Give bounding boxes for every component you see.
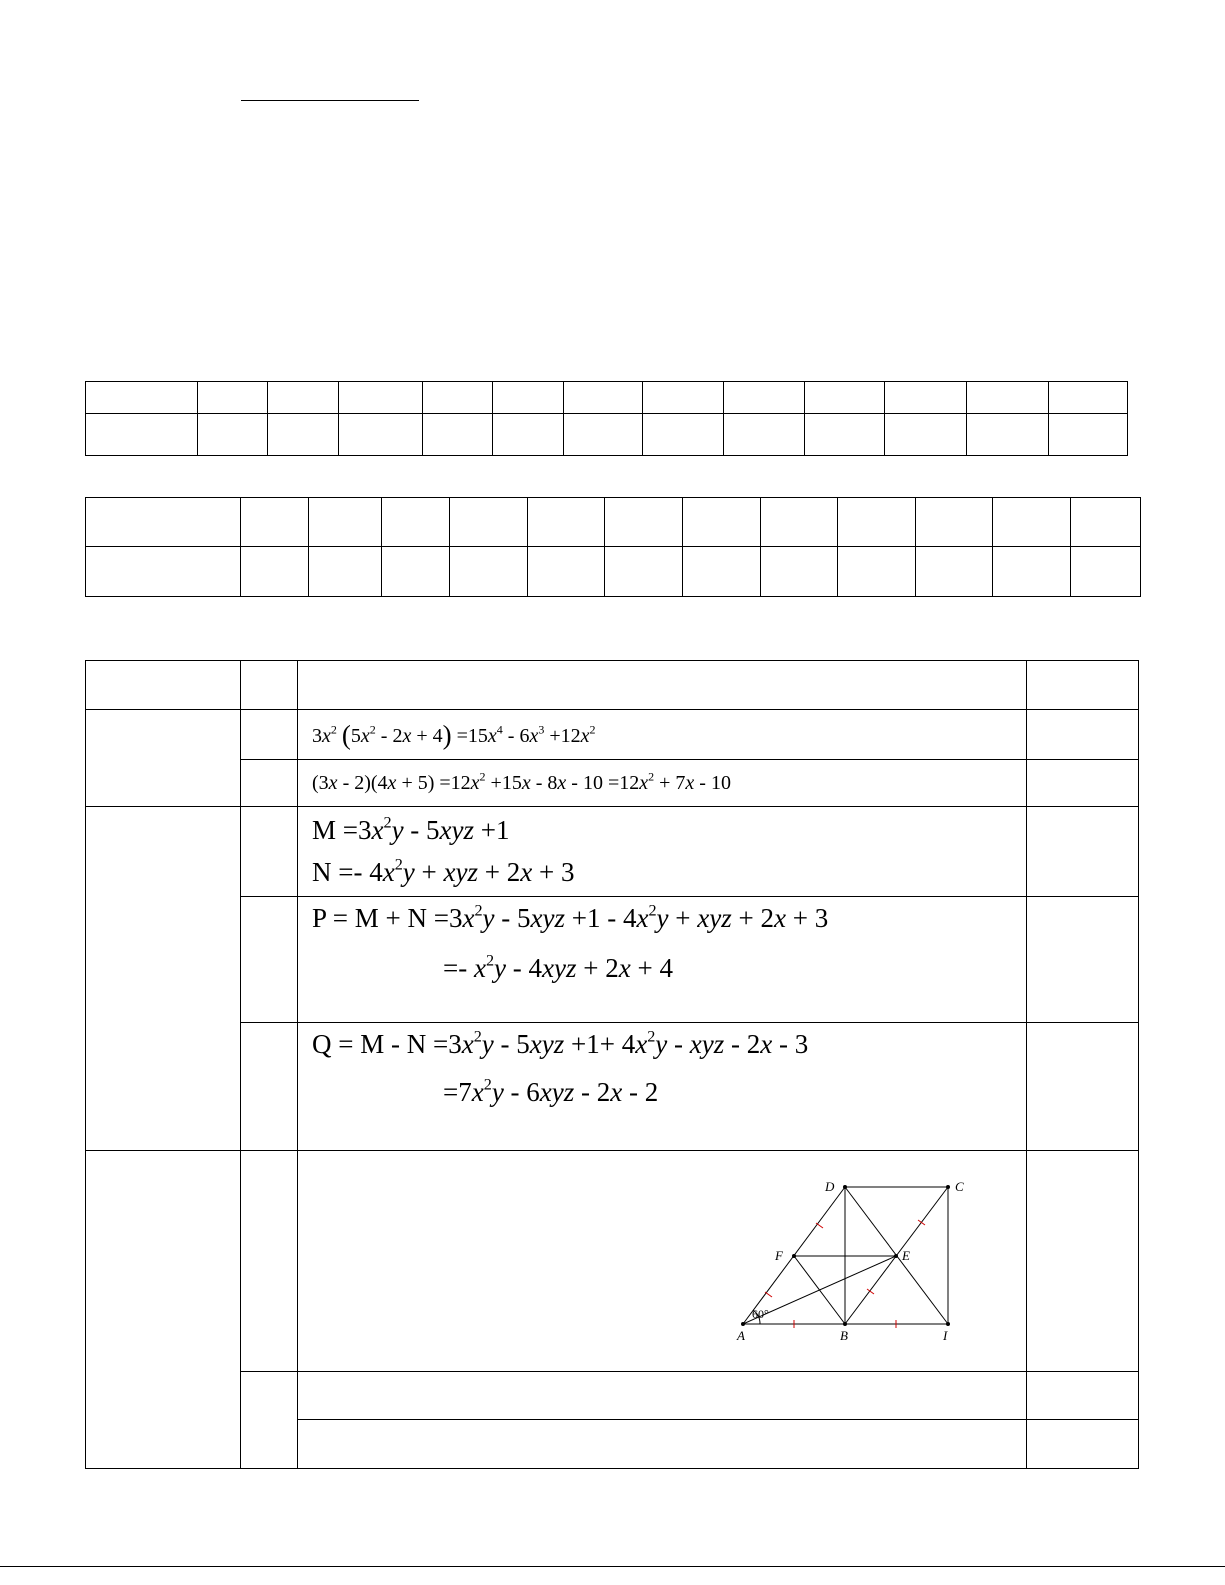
expr-1a: $3x^2$ $(5x^2 - 2x + 4) =15x^4 - 6x^3 +12x^2$ [312,720,596,750]
point-label-A: A [737,1328,745,1343]
angle-label: 60° [752,1307,769,1321]
point-label-I: I [943,1328,948,1343]
expr-N: $N =- 4x^2y$ + xyz + 2x + 3 [312,855,575,887]
point-label-F: F [775,1248,783,1263]
geometry-figure [728,1171,988,1351]
expr-Q-1: $Q = M - N =3x^2y - 5xyz +1+ 4x^2y$ - xyz - 2x - 3 [312,1027,809,1059]
figure-cell [298,1151,1027,1372]
expr-cell-2b [298,897,1027,1023]
expr-cell-2a [298,807,1027,897]
point-label-C: C [955,1179,964,1194]
expr-1b: $(3x - 2)(4x + 5) =12x^2 +15x - 8x - 10 =12x^2 + 7x - 10$ [312,769,731,794]
expr-Q-2: $=7x^2y - 6xyz - 2x - 2$ [443,1075,659,1107]
answer-table [85,660,1139,1469]
empty-grid-table-2 [85,497,1141,597]
expr-P-1: $P = M + N =3x^2y - 5xyz +1 - 4x^2y$ + xyz + 2x + 3 [312,901,829,933]
point-label-B: B [840,1328,848,1343]
expr-cell-2c [298,1023,1027,1151]
point-label-E: E [902,1248,910,1263]
empty-grid-table-1 [85,381,1128,456]
expr-M: $M =3x^2y - 5xyz +1$ [312,813,510,845]
page-bottom-line [0,1566,1225,1567]
header-underline [241,100,419,101]
expr-cell-1a [298,710,1027,760]
point-label-D: D [825,1179,835,1194]
expr-cell-1b [298,760,1027,807]
expr-P-2: =- $x^2y - 4xyz + 2x + 4$ [443,951,673,983]
